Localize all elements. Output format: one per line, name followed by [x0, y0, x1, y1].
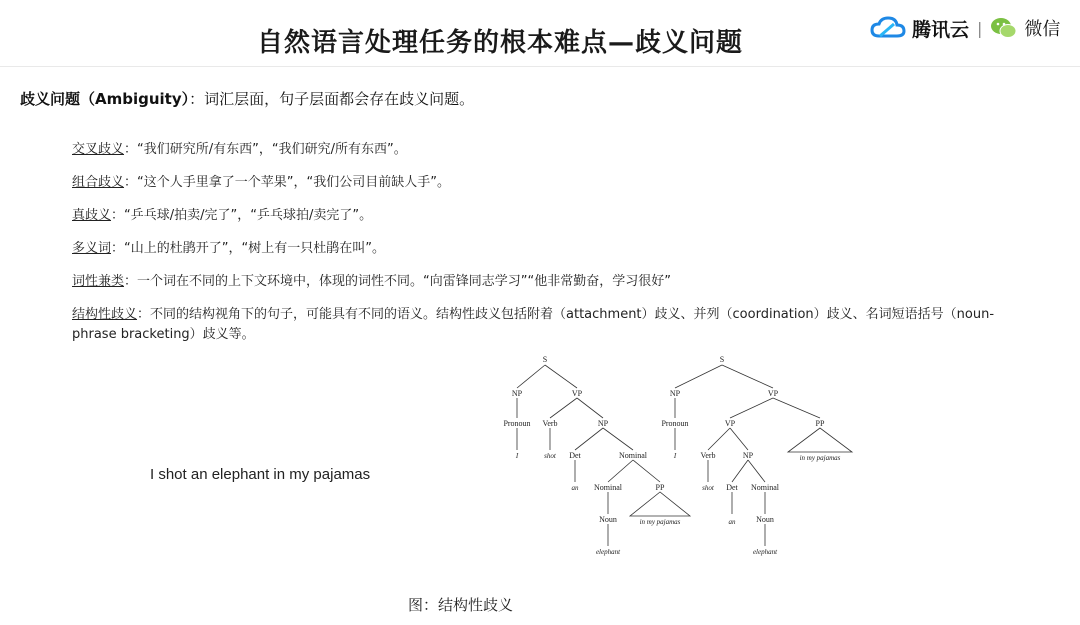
tree-leaf: in my pajamas	[799, 454, 841, 462]
brand-separator: |	[977, 18, 983, 38]
tree-node: Nominal	[619, 451, 647, 460]
tree-node: NP	[669, 389, 681, 398]
item-label: 结构性歧义	[72, 307, 138, 322]
tree-node: Verb	[542, 419, 558, 428]
tree-node: PP	[655, 483, 665, 492]
tree-leaf: elephant	[595, 548, 621, 556]
parse-trees	[490, 350, 870, 565]
tree-node: Verb	[700, 451, 716, 460]
tree-node: NP	[511, 389, 523, 398]
tree-leaf: in my pajamas	[639, 518, 681, 526]
parse-tree-figure	[490, 350, 870, 565]
item-label: 多义词	[72, 241, 112, 256]
tree-node: Noun	[756, 515, 774, 524]
item-text: ：“山上的杜鹃开了”，“树上有一只杜鹃在叫”。	[111, 241, 385, 256]
item-label: 交叉歧义	[72, 142, 125, 157]
item-text: ：不同的结构视角下的句子，可能具有不同的语义。结构性歧义包括附着（attachment）歧义、并列（coordination）歧义、名词短语括号（noun-phrase bracketing）歧义等。	[72, 307, 995, 342]
item-label: 真歧义	[72, 208, 112, 223]
item-label: 词性兼类	[72, 274, 125, 289]
intro-text: ：词汇层面，句子层面都会存在歧义问题。	[189, 90, 475, 108]
brand-logo	[870, 12, 1060, 44]
page-title: 自然语言处理任务的根本难点—歧义问题	[256, 28, 743, 58]
item-text: ：一个词在不同的上下文环境中，体现的词性不同。“向雷锋同志学习”“他非常勤奋，学习很好”	[124, 274, 671, 289]
tree-node: NP	[597, 419, 609, 428]
list-item	[72, 173, 1012, 193]
tree-node: PP	[815, 419, 825, 428]
wechat-label: 微信	[1024, 19, 1061, 40]
header-divider	[0, 66, 1080, 67]
list-item	[72, 272, 1012, 292]
tree-node: S	[719, 355, 725, 364]
tree-leaf: shot	[702, 484, 714, 492]
tree-leaf: I	[515, 452, 519, 460]
tree-leaf: elephant	[752, 548, 778, 556]
tree-node: VP	[571, 389, 583, 398]
intro-line	[20, 88, 474, 109]
tree-node: Nominal	[594, 483, 622, 492]
list-item	[72, 206, 1012, 226]
tree-leaf: an	[571, 484, 579, 492]
tree-node: Det	[726, 483, 738, 492]
tree-node: VP	[724, 419, 736, 428]
list-item	[72, 140, 1012, 160]
tree-node: VP	[767, 389, 779, 398]
cloud-icon	[870, 16, 906, 40]
wechat-icon	[990, 16, 1018, 40]
list-item	[72, 305, 1012, 345]
tree-node: Nominal	[751, 483, 779, 492]
figure-caption: 图：结构性歧义	[408, 596, 514, 614]
item-label: 组合歧义	[72, 175, 125, 190]
tree-leaf: an	[728, 518, 736, 526]
tree-leaf: I	[673, 452, 677, 460]
tree-node: Det	[569, 451, 581, 460]
tree-node: S	[542, 355, 548, 364]
ambiguity-list	[72, 140, 1012, 358]
item-text: ：“我们研究所/有东西”，“我们研究/所有东西”。	[124, 142, 407, 157]
list-item	[72, 239, 1012, 259]
item-text: ：“这个人手里拿了一个苹果”，“我们公司目前缺人手”。	[124, 175, 450, 190]
tree-node: Pronoun	[503, 419, 531, 428]
tree-leaf: shot	[544, 452, 556, 460]
tree-node: NP	[742, 451, 754, 460]
example-sentence: I shot an elephant in my pajamas	[150, 466, 371, 483]
intro-term: 歧义问题（Ambiguity）	[20, 90, 190, 108]
item-text: ：“乒乓球/拍卖/完了”，“乒乓球拍/卖完了”。	[111, 208, 373, 223]
brand-name: 腾讯云	[912, 18, 970, 41]
tree-node: Pronoun	[661, 419, 689, 428]
tree-node: Noun	[599, 515, 617, 524]
